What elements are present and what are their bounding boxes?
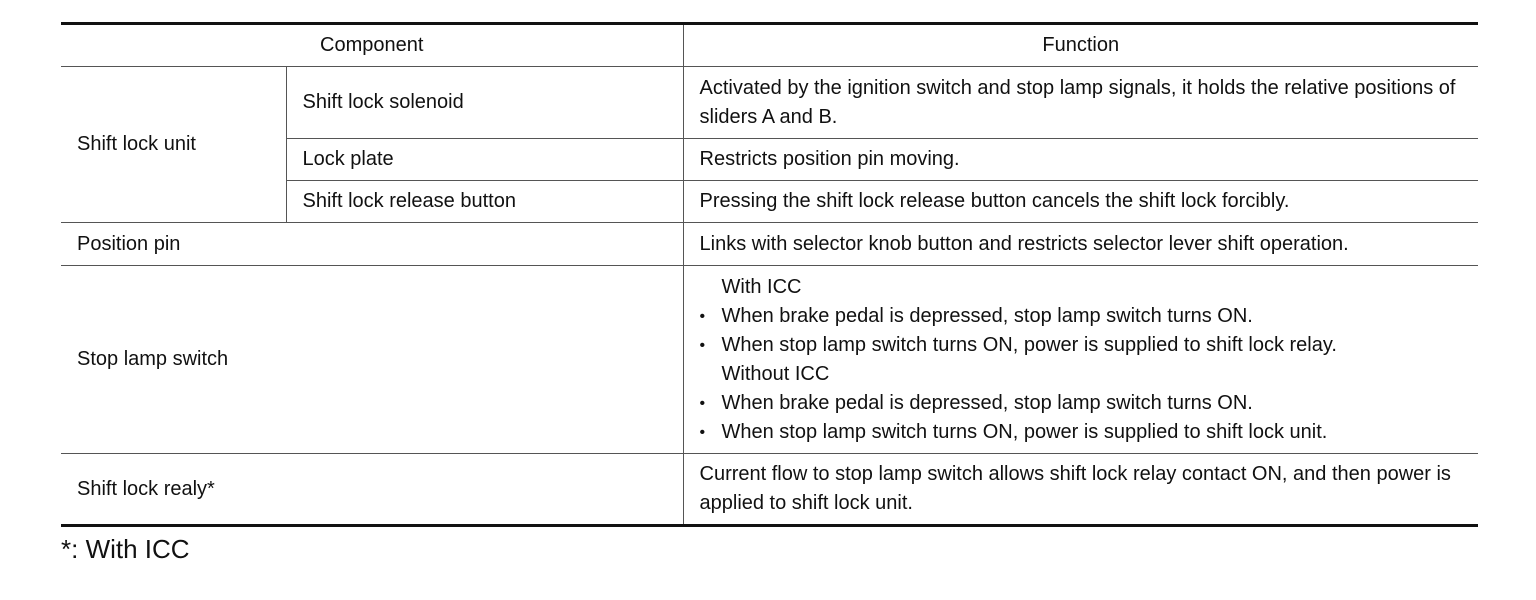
table-row xyxy=(61,223,1478,266)
component-function-table-container xyxy=(61,22,1478,527)
without-icc-heading: Without ICC xyxy=(721,362,830,385)
header-function: Function xyxy=(683,24,1478,67)
shift-lock-solenoid-function: Activated by the ignition switch and stop lamp signals, it holds the relative positions of sliders A and B. xyxy=(683,67,1478,139)
list-item: • When brake pedal is depressed, stop lamp switch turns ON. xyxy=(700,389,1471,418)
table-row xyxy=(61,454,1478,526)
lock-plate-function: Restricts position pin moving. xyxy=(683,139,1478,181)
stop-lamp-switch-label: Stop lamp switch xyxy=(61,266,683,454)
shift-lock-release-button-label: Shift lock release button xyxy=(286,181,683,223)
footnote: *: With ICC xyxy=(61,534,190,564)
header-component: Component xyxy=(61,24,683,67)
shift-lock-solenoid-label: Shift lock solenoid xyxy=(286,67,683,139)
position-pin-function: Links with selector knob button and restricts selector lever shift operation. xyxy=(683,223,1478,266)
shift-lock-relay-label: Shift lock realy* xyxy=(61,454,683,526)
lock-plate-label: Lock plate xyxy=(286,139,683,181)
list-item: • When stop lamp switch turns ON, power is supplied to shift lock unit. xyxy=(700,418,1471,447)
component-function-table xyxy=(61,22,1478,527)
shift-lock-relay-function: Current flow to stop lamp switch allows shift lock relay contact ON, and then power is applied to shift lock unit. xyxy=(683,454,1478,526)
stop-lamp-switch-function xyxy=(683,266,1478,454)
list-item: • When stop lamp switch turns ON, power is supplied to shift lock relay. xyxy=(700,331,1471,360)
with-icc-heading: With ICC xyxy=(721,275,802,298)
shift-lock-release-button-function: Pressing the shift lock release button cancels the shift lock forcibly. xyxy=(683,181,1478,223)
table-row xyxy=(61,67,1478,139)
table-header-row xyxy=(61,24,1478,67)
position-pin-label: Position pin xyxy=(61,223,683,266)
table-row xyxy=(61,266,1478,454)
list-item: • When brake pedal is depressed, stop lamp switch turns ON. xyxy=(700,302,1471,331)
shift-lock-unit-label: Shift lock unit xyxy=(61,67,286,223)
